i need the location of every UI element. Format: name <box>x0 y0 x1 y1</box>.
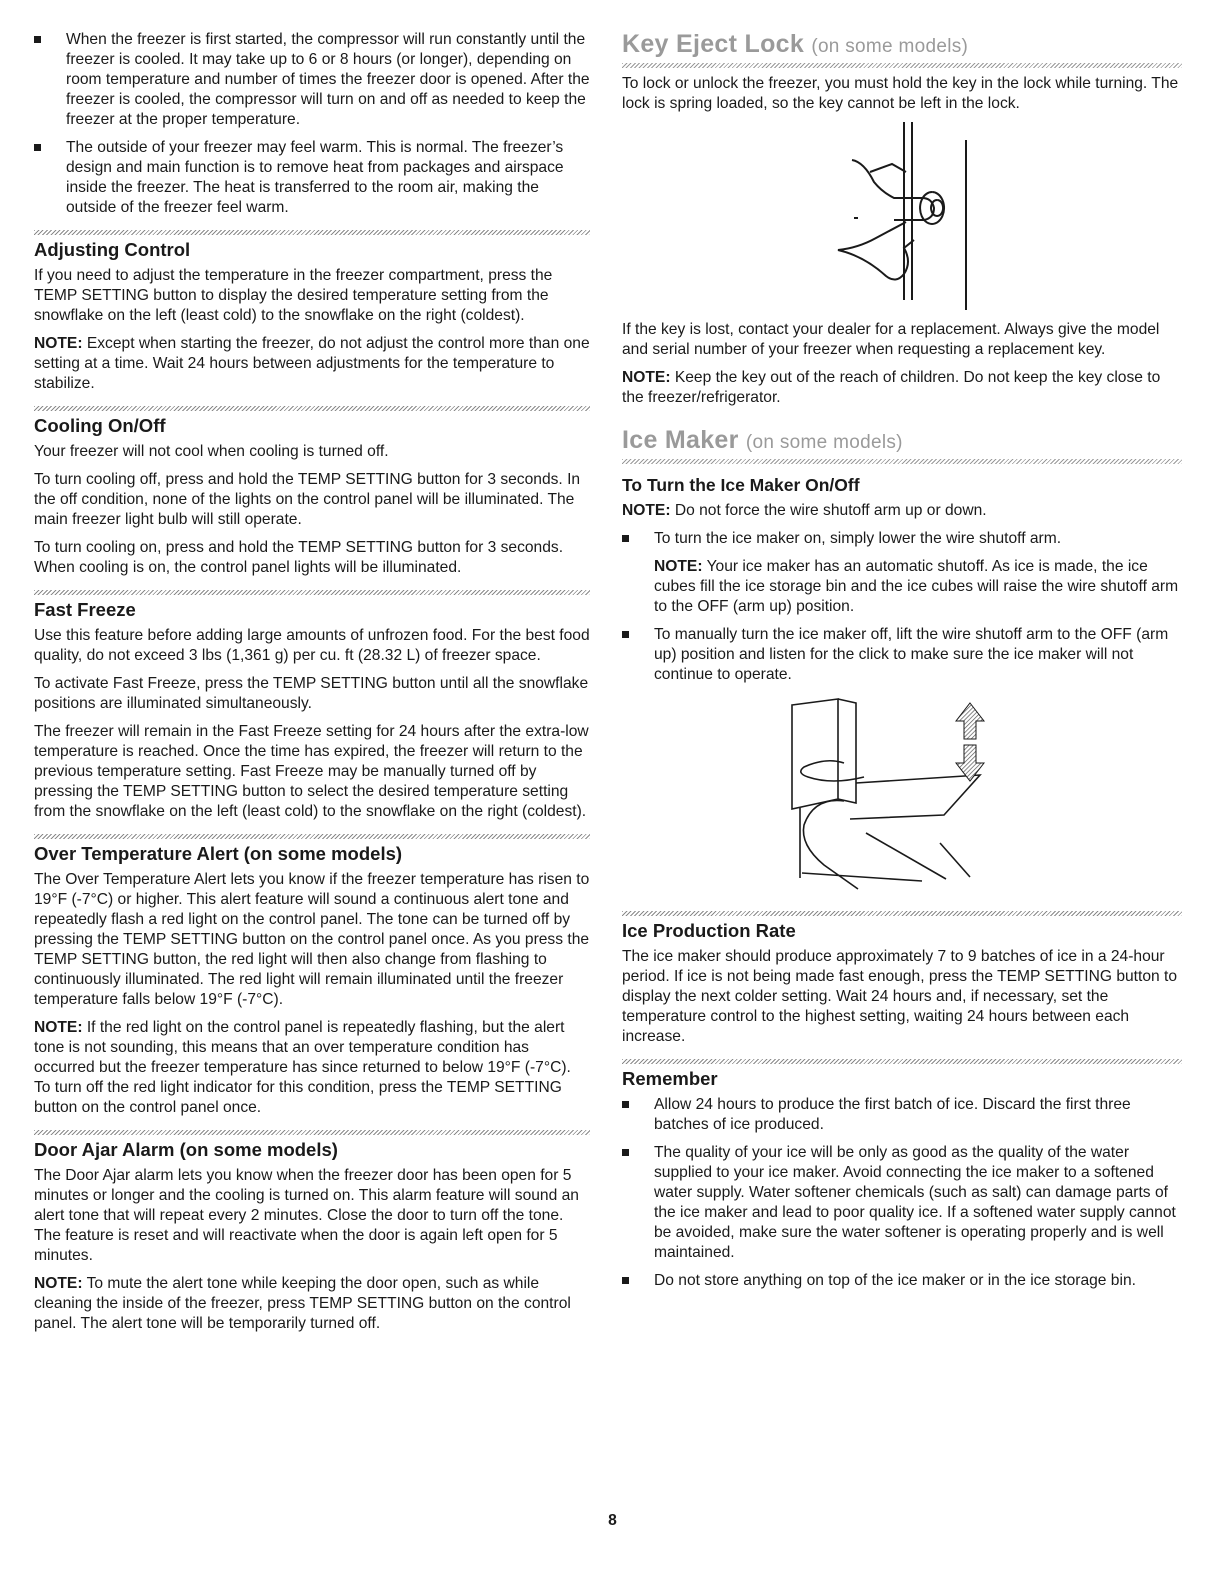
remember-bullet: Do not store anything on top of the ice maker or in the ice storage bin. <box>622 1271 1182 1291</box>
cooling-text: Your freezer will not cool when cooling is turned off. <box>34 443 389 460</box>
note-label: NOTE: <box>34 1275 83 1292</box>
note-text: Do not force the wire shutoff arm up or down. <box>670 502 987 519</box>
ice-maker-bullet: To manually turn the ice maker off, lift the wire shutoff arm to the OFF (arm up) position and listen for the click to make sure the ice maker will not continue to operate. <box>622 625 1182 685</box>
key-lock-text: To lock or unlock the freezer, you must hold the key in the lock while turning. The lock is spring loaded, so the key cannot be left in the lock. <box>622 75 1179 112</box>
over-temp-text: The Over Temperature Alert lets you know if the freezer temperature has risen to 19°F (-7°C) or higher. This alert feature will sound a continuous alert tone and repeatedly flash a red light on the control panel. The tone can be turned off by pressing the TEMP SETTING button on the control panel once. As you press the TEMP SETTING button, the red light will then also change from flashing to continuously illuminated. The red light will remain illuminated until the freezer temperature falls below 19°F (-7°C). <box>34 871 590 1008</box>
intro-bullet: When the freezer is first started, the compressor will run constantly until the freezer is cooled. It may take up to 6 or 8 hours (or longer), depending on room temperature and number of times the freezer door is opened. After the freezer is cooled, the compressor will turn on and off as needed to keep the freezer at the proper temperature. <box>34 30 590 130</box>
left-column <box>34 30 590 1342</box>
over-temp-heading: Over Temperature Alert (on some models) <box>34 843 403 864</box>
ice-maker-note <box>622 501 1182 521</box>
ice-maker-illustration <box>622 693 1182 899</box>
section-divider <box>34 834 590 839</box>
note-text: Your ice maker has an automatic shutoff. As ice is made, the ice cubes fill the ice storage bin and the ice cubes will raise the wire shutoff arm to the OFF (arm up) position. <box>654 558 1179 615</box>
door-ajar-note <box>34 1274 590 1334</box>
ice-production-text: The ice maker should produce approximately 7 to 9 batches of ice in a 24-hour period. If ice is not being made fast enough, press the TEMP SETTING button to display the next colder setting. Wait 24 hours and, if necessary, set the temperature control to the highest setting, waiting 24 hours between each increase. <box>622 948 1178 1045</box>
cooling-text: To turn cooling on, press and hold the TEMP SETTING button for 3 seconds. When cooling is on, the control panel lights will be illuminated. <box>34 539 564 576</box>
note-text: Except when starting the freezer, do not adjust the control more than one setting at a time. Wait 24 hours between adjustments for the temperature to stabilize. <box>34 335 590 392</box>
page-number: 8 <box>608 1512 617 1529</box>
heading-main: Key Eject Lock <box>622 30 805 58</box>
note-text: If the red light on the control panel is repeatedly flashing, but the alert tone is not sounding, this means that an over temperature condition has occurred but the freezer temperature has since returned to below 19°F (-7°C). To turn off the red light indicator for this condition, press the TEMP SETTING button on the control panel once. <box>34 1019 571 1116</box>
cooling-text: To turn cooling off, press and hold the TEMP SETTING button for 3 seconds. In the off condition, none of the lights on the control panel will be illuminated. The main freezer light bulb will still operate. <box>34 471 581 528</box>
remember-bullet: The quality of your ice will be only as good as the quality of the water supplied to your ice maker. Avoid connecting the ice maker to a softened water supply. Water softener chemicals (such as salt) can damage parts of the ice maker and lead to poor quality ice. If a softened water supply cannot be avoided, make sure the water softener is operating properly and is well maintained. <box>622 1143 1182 1263</box>
ice-maker-sub-note <box>622 557 1182 617</box>
over-temp-note <box>34 1018 590 1118</box>
fast-freeze-text: To activate Fast Freeze, press the TEMP SETTING button until all the snowflake positions are illuminated simultaneously. <box>34 675 589 712</box>
door-ajar-heading: Door Ajar Alarm (on some models) <box>34 1139 338 1160</box>
key-eject-lock-heading <box>622 30 1182 61</box>
remember-bullet: Allow 24 hours to produce the first batch of ice. Discard the first three batches of ice produced. <box>622 1095 1182 1135</box>
section-divider <box>34 1130 590 1135</box>
section-divider <box>34 230 590 235</box>
intro-bullet: The outside of your freezer may feel warm. This is normal. The freezer’s design and main function is to remove heat from packages and airspace inside the freezer. The heat is transferred to the room air, making the outside of the freezer feel warm. <box>34 138 590 218</box>
section-divider <box>34 406 590 411</box>
ice-production-heading: Ice Production Rate <box>622 920 796 941</box>
adjusting-control-heading: Adjusting Control <box>34 239 191 260</box>
fast-freeze-text: The freezer will remain in the Fast Freeze setting for 24 hours after the extra-low temperature is reached. Once the time has expired, the freezer will return to the previous temperature setting. Fast Freeze may be manually turned off by pressing the TEMP SETTING button to select the desired temperature setting from the snowflake on the left (least cold) to the snowflake on the right (coldest). <box>34 723 589 820</box>
adjusting-control-text: If you need to adjust the temperature in the freezer compartment, press the TEMP SETTING button to display the desired temperature setting from the snowflake on the left (least cold) to the snowflake on the right (coldest). <box>34 267 553 324</box>
section-divider <box>34 590 590 595</box>
ice-maker-heading <box>622 426 1182 457</box>
note-text: Keep the key out of the reach of children. Do not keep the key close to the freezer/refrigerator. <box>622 369 1161 406</box>
note-text: To mute the alert tone while keeping the door open, such as while cleaning the inside of the freezer, press TEMP SETTING button on the control panel. The alert tone will be temporarily turned off. <box>34 1275 571 1332</box>
note-label: NOTE: <box>622 369 671 386</box>
note-label: NOTE: <box>622 502 671 519</box>
note-label: NOTE: <box>654 558 703 575</box>
heading-paren: (on some models) <box>745 432 903 453</box>
ice-maker-onoff-heading: To Turn the Ice Maker On/Off <box>622 475 860 495</box>
right-column <box>622 30 1182 1299</box>
door-ajar-text: The Door Ajar alarm lets you know when the freezer door has been open for 5 minutes or longer and the cooling is turned on. This alarm feature will sound an alert tone that will repeat every 2 minutes. Close the door to turn off the tone. The feature is reset and will reactivate when the door is again left open for 5 minutes. <box>34 1167 579 1264</box>
remember-heading: Remember <box>622 1068 718 1089</box>
fast-freeze-text: Use this feature before adding large amounts of unfrozen food. For the best food quality, do not exceed 3 lbs (1,361 g) per cu. ft (28.32 L) of freezer space. <box>34 627 590 664</box>
section-divider <box>622 911 1182 916</box>
key-lock-note <box>622 368 1182 408</box>
section-divider <box>622 1059 1182 1064</box>
fast-freeze-heading: Fast Freeze <box>34 599 136 620</box>
note-label: NOTE: <box>34 335 83 352</box>
adjusting-control-note <box>34 334 590 394</box>
heading-paren: (on some models) <box>811 36 969 57</box>
section-divider <box>622 63 1182 68</box>
key-lock-illustration <box>622 122 1182 310</box>
section-divider <box>622 459 1182 464</box>
cooling-heading: Cooling On/Off <box>34 415 166 436</box>
heading-main: Ice Maker <box>622 426 739 454</box>
note-label: NOTE: <box>34 1019 83 1036</box>
key-lock-text: If the key is lost, contact your dealer for a replacement. Always give the model and serial number of your freezer when requesting a replacement key. <box>622 321 1160 358</box>
ice-maker-bullet: To turn the ice maker on, simply lower the wire shutoff arm. <box>622 529 1182 549</box>
